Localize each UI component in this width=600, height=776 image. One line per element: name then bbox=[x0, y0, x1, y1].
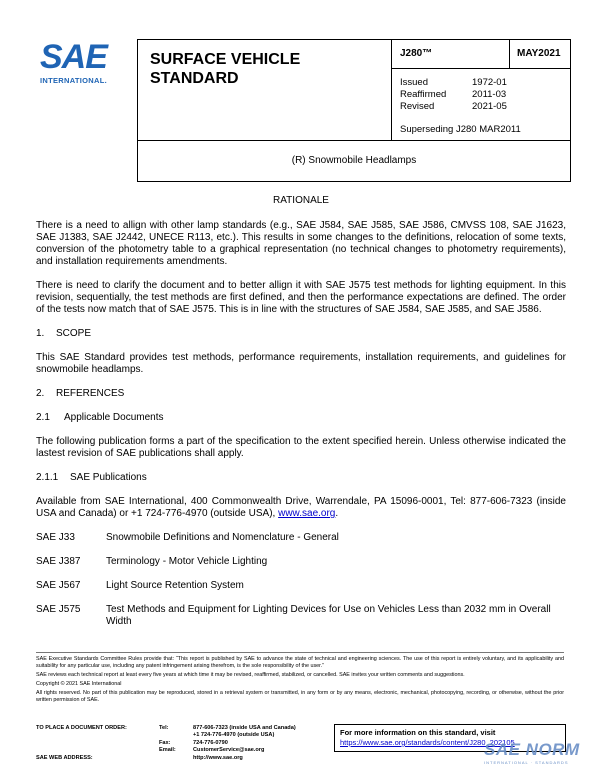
footer-copyright: Copyright © 2021 SAE International bbox=[36, 681, 122, 687]
reference-list bbox=[36, 532, 566, 628]
section-title: SAE Publications bbox=[70, 472, 147, 483]
publications-text: Available from SAE International, 400 Commonwealth Drive, Warrendale, PA 15096-0001, Tel: 877-606-7323 (inside USA and Canada) or +1 724-776-4970 (outside USA), bbox=[36, 496, 566, 519]
issued-date: 1972-01 bbox=[472, 77, 507, 88]
period: . bbox=[335, 508, 339, 519]
section-scope-heading bbox=[36, 328, 566, 340]
footer-review: SAE reviews each technical report at least every five years at which time it may be revised, reaffirmed, stabilized, or cancelled. SAE invites your written comments and suggestions. bbox=[36, 672, 465, 678]
document-number: J280™ bbox=[400, 48, 433, 59]
standard-url-link[interactable]: https://www.sae.org/standards/content/J280_202105 bbox=[340, 738, 515, 747]
reference-code: SAE J567 bbox=[36, 580, 81, 591]
revised-label: Revised bbox=[400, 101, 435, 112]
reference-title: Test Methods and Equipment for Lighting Devices for Use on Vehicles Less than 2032 mm in Overall Width bbox=[106, 604, 551, 627]
section-title: REFERENCES bbox=[56, 388, 125, 399]
section-number: 2.1 bbox=[36, 412, 50, 423]
reference-title: Snowmobile Definitions and Nomenclature - General bbox=[106, 532, 339, 543]
web-value[interactable]: http://www.sae.org bbox=[193, 754, 243, 761]
web-label: SAE WEB ADDRESS: bbox=[36, 754, 93, 761]
reference-item bbox=[36, 580, 566, 592]
fax-value: 724-776-0790 bbox=[193, 739, 228, 746]
section-number: 1. bbox=[36, 328, 45, 339]
revised-date: 2021-05 bbox=[472, 101, 507, 112]
tel-value: 877-606-7323 (inside USA and Canada) bbox=[193, 725, 296, 731]
reference-code: SAE J575 bbox=[36, 604, 81, 615]
title-line-2: STANDARD bbox=[150, 70, 239, 87]
reference-item bbox=[36, 532, 566, 544]
sae-website-link[interactable]: www.sae.org bbox=[278, 508, 336, 519]
section-title: Applicable Documents bbox=[64, 412, 164, 423]
document-type-title bbox=[150, 50, 300, 88]
reference-code: SAE J387 bbox=[36, 556, 81, 567]
document-body bbox=[36, 195, 566, 640]
tel2-value: +1 724-776-4970 (outside USA) bbox=[193, 732, 275, 739]
scope-paragraph: This SAE Standard provides test methods, performance requirements, installation requirements, and guidelines for snowmobile headlamps. bbox=[36, 352, 566, 375]
sae-logo bbox=[40, 40, 120, 86]
rationale-paragraph-2: There is need to clarify the document and to better allign it with SAE J575 test methods for lighting equipment. In this revision, sequentially, the test methods are first defined, and then the performance expectations are defined. The order of the tests now match that of SAE J575. This is in line with the structures of SAE J584, SAE J585, and SAE J586. bbox=[36, 280, 566, 315]
watermark-subtext: INTERNATIONAL · STANDARDS bbox=[484, 760, 569, 765]
document-subject: (R) Snowmobile Headlamps bbox=[291, 155, 417, 166]
rationale-paragraph-1: There is a need to allign with other lamp standards (e.g., SAE J584, SAE J585, SAE J586, CMVSS 108, SAE J1623, SAE J1383, SAE J2442, UNECE R113, etc.). This results in some changes to the definitions, relocation of some texts, conversion of the photometry table to a graphical representation (no technical changes to photometry requirements), and installation requirements amendments. bbox=[36, 220, 566, 267]
section-number: 2. bbox=[36, 388, 45, 399]
reference-title: Terminology - Motor Vehicle Lighting bbox=[106, 556, 268, 567]
order-contact-block bbox=[36, 725, 296, 762]
footer-divider bbox=[36, 652, 564, 653]
subsection-applicable-documents bbox=[36, 412, 566, 424]
footer-legal bbox=[36, 656, 564, 706]
watermark bbox=[484, 740, 584, 770]
issued-label: Issued bbox=[400, 77, 428, 88]
more-info-title: For more information on this standard, visit bbox=[340, 728, 496, 737]
order-label: TO PLACE A DOCUMENT ORDER: bbox=[36, 725, 127, 731]
reference-item bbox=[36, 556, 566, 568]
fax-label: Fax: bbox=[159, 739, 171, 746]
revision-dates bbox=[400, 77, 507, 113]
applicable-documents-paragraph: The following publication forms a part of the specification to the extent specified herein. Unless otherwise indicated the lastest revision of SAE publications shall apply. bbox=[36, 436, 566, 459]
subsection-sae-publications bbox=[36, 472, 566, 484]
tel-label: Tel: bbox=[159, 725, 169, 731]
section-number: 2.1.1 bbox=[36, 472, 59, 483]
sae-publications-paragraph bbox=[36, 496, 566, 520]
section-title: SCOPE bbox=[56, 328, 92, 339]
logo-subtext: INTERNATIONAL. bbox=[40, 76, 107, 85]
section-references-heading bbox=[36, 388, 566, 400]
reference-title: Light Source Retention System bbox=[106, 580, 244, 591]
title-line-1: SURFACE VEHICLE bbox=[150, 51, 301, 68]
reaffirmed-date: 2011-03 bbox=[472, 89, 507, 100]
watermark-text: SAE NORM bbox=[484, 740, 580, 759]
footer-rules: SAE Executive Standards Committee Rules provide that: “This report is published by SAE to advance the state of technical and engineering sciences. The use of this report is entirely voluntary, and its applicability and suitability for any particular use, including any patent infringement arising therefrom, is the sole responsibility of the user.” bbox=[36, 656, 564, 669]
reference-item bbox=[36, 604, 566, 628]
logo-mark: SAE bbox=[40, 38, 107, 76]
reaffirmed-label: Reaffirmed bbox=[400, 89, 447, 100]
superseding-note: Superseding J280 MAR2011 bbox=[400, 124, 521, 135]
rationale-heading: RATIONALE bbox=[273, 195, 329, 206]
email-label: Email: bbox=[159, 747, 176, 754]
document-date: MAY2021 bbox=[517, 48, 561, 59]
email-value[interactable]: CustomerService@sae.org bbox=[193, 747, 265, 754]
footer-rights: All rights reserved. No part of this publication may be reproduced, stored in a retrieval system or transmitted, in any form or by any means, electronic, mechanical, photocopying, recording, or otherwise, without the prior written permission of SAE. bbox=[36, 690, 564, 703]
document-header bbox=[137, 39, 571, 182]
reference-code: SAE J33 bbox=[36, 532, 75, 543]
